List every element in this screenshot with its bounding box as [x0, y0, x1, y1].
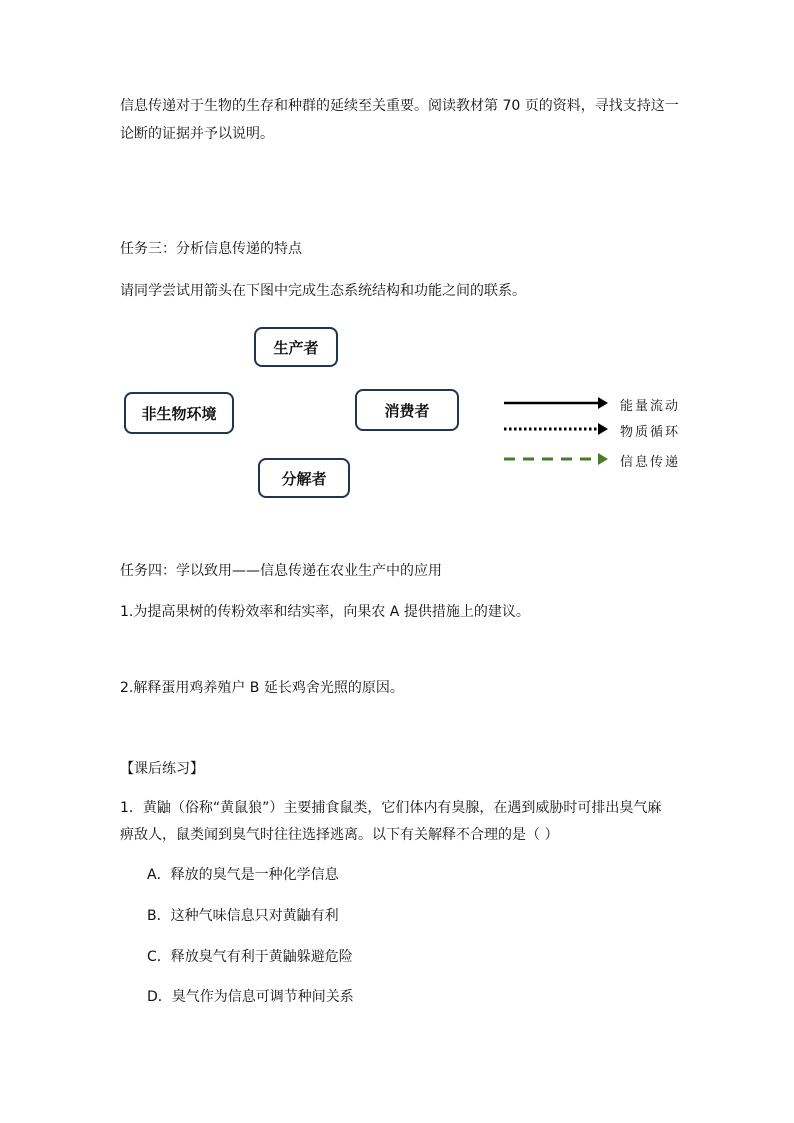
- task3-title: 任务三：分析信息传递的特点: [120, 241, 302, 257]
- information-transfer-arrow: [504, 453, 608, 465]
- exercise-heading: 【课后练习】: [120, 761, 204, 777]
- intro-line-2: 论断的证据并予以说明。: [120, 126, 274, 142]
- exercise-question-line-1: 1．黄鼬（俗称“黄鼠狼”）主要捕食鼠类，它们体内有臭腺，在遇到威胁时可排出臭气麻: [120, 800, 662, 816]
- exercise-option-b: B．这种气味信息只对黄鼬有利: [147, 908, 339, 924]
- legend-label-material-cycle: 物质循环: [620, 425, 681, 440]
- diagram-legend: [500, 392, 620, 472]
- task3-instruction: 请同学尝试用箭头在下图中完成生态系统结构和功能之间的联系。: [120, 283, 526, 299]
- decomposer-box: 分解者: [258, 458, 350, 498]
- material-cycle-arrow: [504, 423, 608, 435]
- exercise-question-line-2: 痹敌人，鼠类闻到臭气时往往选择逃离。以下有关解释不合理的是（ ）: [120, 827, 559, 843]
- intro-line-1: 信息传递对于生物的生存和种群的延续至关重要。阅读教材第 70 页的资料，寻找支持这一: [120, 98, 679, 114]
- exercise-option-c: C．释放臭气有利于黄鼬躲避危险: [147, 949, 353, 965]
- exercise-option-d: D．臭气作为信息可调节种间关系: [147, 989, 354, 1005]
- exercise-option-a: A．释放的臭气是一种化学信息: [147, 867, 339, 883]
- energy-flow-arrow: [504, 397, 608, 409]
- task4-title: 任务四：学以致用——信息传递在农业生产中的应用: [120, 563, 442, 579]
- consumer-box: 消费者: [355, 389, 459, 431]
- abiotic-environment-box: 非生物环境: [124, 392, 234, 434]
- legend-label-energy-flow: 能量流动: [620, 399, 681, 414]
- task4-question-2: 2.解释蛋用鸡养殖户 B 延长鸡舍光照的原因。: [120, 680, 404, 696]
- legend-label-information-transfer: 信息传递: [620, 455, 681, 470]
- producer-box: 生产者: [254, 327, 338, 367]
- task4-question-1: 1.为提高果树的传粉效率和结实率，向果农 A 提供措施上的建议。: [120, 604, 530, 620]
